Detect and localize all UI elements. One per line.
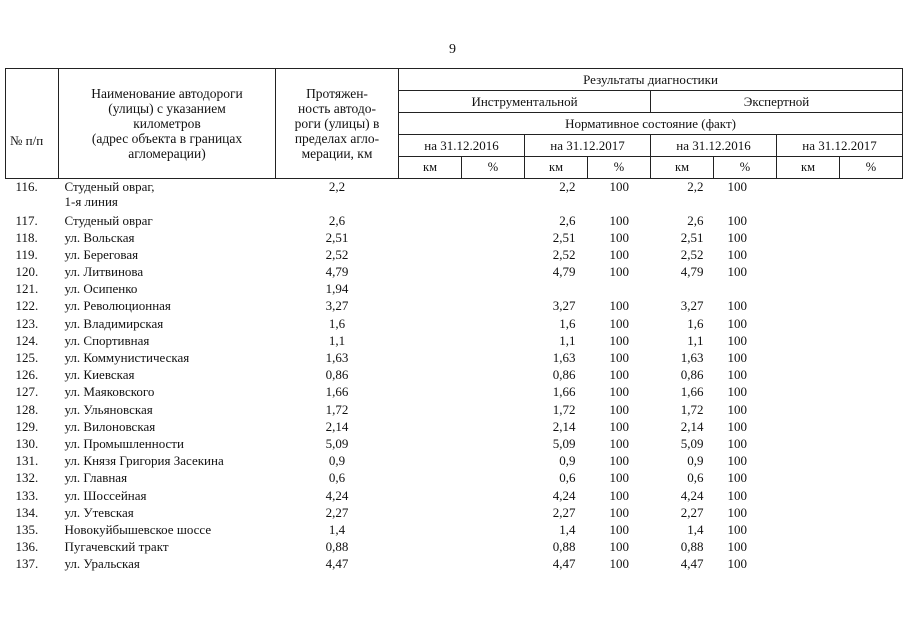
instr-2016-pct	[462, 213, 525, 230]
row-number: 131.	[15, 453, 39, 469]
instr-2017-km: 1,1	[559, 332, 576, 348]
expert-2016-pct: 100	[727, 350, 747, 365]
instr-2017-pct: 100	[609, 521, 629, 537]
instr-2017-km: 2,6	[559, 212, 576, 228]
road-name: ул. Шоссейная	[64, 487, 147, 503]
expert-2017-pct	[840, 556, 903, 573]
instr-2016-pct	[462, 402, 525, 419]
expert-2017-pct	[840, 230, 903, 247]
instr-2017-pct: 100	[609, 470, 629, 486]
header-results: Результаты диагностики	[399, 69, 903, 91]
header-date-exp-2017: на 31.12.2017	[777, 135, 903, 157]
instr-2016-pct	[462, 281, 525, 298]
table-row	[6, 419, 903, 436]
road-length: 2,52	[325, 246, 349, 262]
road-length: 2,6	[328, 212, 346, 228]
expert-2016-km: 5,09	[680, 435, 704, 451]
row-number: 118.	[15, 229, 38, 245]
expert-2017-pct	[840, 264, 903, 281]
expert-2016-km: 1,1	[687, 332, 704, 348]
road-length: 1,1	[328, 332, 346, 348]
road-length: 2,14	[325, 418, 349, 434]
diagnostics-table	[5, 68, 903, 573]
expert-2017-pct	[840, 316, 903, 333]
table-row	[6, 470, 903, 487]
instr-2016-km	[399, 247, 462, 264]
instr-2017-pct: 100	[609, 229, 629, 245]
expert-2017-km	[777, 298, 840, 315]
header-unit-pct: %	[588, 157, 651, 179]
expert-2017-km	[777, 213, 840, 230]
instr-2016-pct	[462, 316, 525, 333]
row-number: 129.	[15, 418, 39, 434]
table-row	[6, 333, 903, 350]
instr-2017-pct: 100	[609, 401, 629, 417]
road-length: 2,27	[325, 504, 349, 520]
header-unit-pct: %	[840, 157, 903, 179]
road-name: ул. Спортивная	[64, 332, 150, 348]
expert-2016-km: 1,72	[680, 401, 704, 417]
header-num: № п/п	[6, 69, 59, 179]
table-row	[6, 384, 903, 401]
instr-2016-pct	[462, 436, 525, 453]
instr-2016-km	[399, 333, 462, 350]
instr-2016-km	[399, 505, 462, 522]
header-length: Протяжен- ность автодо- роги (улицы) в пределах агло- мерации, км	[276, 69, 399, 179]
row-number: 123.	[15, 315, 39, 331]
instr-2017-pct: 100	[609, 246, 629, 262]
instr-2017-km: 3,27	[552, 298, 576, 314]
instr-2017-pct: 100	[609, 453, 629, 469]
road-name: Пугачевский тракт	[64, 539, 169, 555]
instr-2016-pct	[462, 505, 525, 522]
instr-2016-km	[399, 281, 462, 298]
expert-2016-km: 1,63	[680, 350, 704, 365]
expert-2017-km	[777, 419, 840, 436]
expert-2016-km: 0,88	[680, 539, 704, 555]
expert-2016-km: 2,14	[680, 418, 704, 434]
instr-2016-km	[399, 367, 462, 384]
expert-2016-km: 2,2	[687, 179, 704, 194]
expert-2016-km: 2,51	[680, 229, 704, 245]
road-name: ул. Главная	[64, 470, 128, 486]
expert-2017-km	[777, 316, 840, 333]
instr-2016-km	[399, 230, 462, 247]
instr-2016-pct	[462, 298, 525, 315]
road-length: 1,66	[325, 384, 349, 400]
road-length: 0,88	[325, 539, 349, 555]
expert-2017-km	[777, 488, 840, 505]
expert-2016-km: 1,4	[687, 521, 704, 537]
expert-2017-km	[777, 230, 840, 247]
instr-2017-pct	[588, 281, 651, 298]
road-name: ул. Революционная	[64, 298, 171, 314]
instr-2016-km	[399, 316, 462, 333]
header-expert: Экспертной	[651, 91, 903, 113]
expert-2016-pct: 100	[727, 521, 747, 537]
instr-2016-km	[399, 179, 462, 213]
expert-2017-pct	[840, 213, 903, 230]
road-name: ул. Вольская	[64, 229, 135, 245]
expert-2017-pct	[840, 453, 903, 470]
instr-2016-pct	[462, 350, 525, 367]
expert-2016-km: 4,79	[680, 264, 704, 280]
table-body	[6, 179, 903, 574]
expert-2016-pct: 100	[727, 435, 747, 451]
instr-2017-pct: 100	[609, 264, 629, 280]
instr-2016-pct	[462, 470, 525, 487]
instr-2016-km	[399, 539, 462, 556]
expert-2017-km	[777, 556, 840, 573]
table-row	[6, 488, 903, 505]
instr-2017-km: 1,6	[559, 315, 576, 331]
instr-2017-pct: 100	[609, 539, 629, 555]
expert-2017-km	[777, 470, 840, 487]
road-name: Студеный овраг, 1-я линия	[64, 179, 155, 209]
expert-2016-pct: 100	[727, 332, 747, 348]
header-unit-pct: %	[714, 157, 777, 179]
instr-2016-km	[399, 419, 462, 436]
road-length: 1,94	[325, 281, 349, 297]
instr-2017-pct: 100	[609, 556, 629, 572]
expert-2016-pct: 100	[727, 384, 747, 400]
row-number: 130.	[15, 435, 39, 451]
row-number: 125.	[15, 350, 39, 365]
instr-2016-pct	[462, 556, 525, 573]
expert-2016-pct: 100	[727, 453, 747, 469]
table-header	[6, 69, 903, 179]
table-row	[6, 179, 903, 213]
instr-2017-pct: 100	[609, 487, 629, 503]
instr-2017-km: 2,27	[552, 504, 576, 520]
expert-2017-km	[777, 350, 840, 367]
expert-2017-pct	[840, 367, 903, 384]
instr-2016-pct	[462, 419, 525, 436]
expert-2017-km	[777, 453, 840, 470]
instr-2017-pct: 100	[609, 384, 629, 400]
road-name: ул. Осипенко	[64, 281, 138, 297]
instr-2016-km	[399, 470, 462, 487]
expert-2016-pct: 100	[727, 418, 747, 434]
instr-2017-km: 1,72	[552, 401, 576, 417]
road-name: ул. Князя Григория Засекина	[64, 453, 224, 469]
expert-2016-pct: 100	[727, 367, 747, 383]
table-row	[6, 247, 903, 264]
expert-2017-km	[777, 505, 840, 522]
instr-2017-km	[525, 281, 588, 298]
table-row	[6, 453, 903, 470]
header-unit-km: км	[777, 157, 840, 179]
instr-2017-km: 1,63	[552, 350, 576, 365]
header-instrumental: Инструментальной	[399, 91, 651, 113]
expert-2016-pct: 100	[727, 470, 747, 486]
instr-2016-km	[399, 522, 462, 539]
expert-2017-pct	[840, 436, 903, 453]
expert-2017-pct	[840, 384, 903, 401]
header-date-instr-2017: на 31.12.2017	[525, 135, 651, 157]
road-name: Новокуйбышевское шоссе	[64, 521, 212, 537]
road-length: 2,2	[328, 179, 346, 194]
instr-2016-km	[399, 453, 462, 470]
instr-2017-pct: 100	[609, 418, 629, 434]
instr-2016-km	[399, 402, 462, 419]
row-number: 134.	[15, 504, 39, 520]
instr-2016-pct	[462, 179, 525, 213]
instr-2017-km: 4,24	[552, 487, 576, 503]
expert-2017-pct	[840, 470, 903, 487]
expert-2016-km: 2,6	[687, 212, 704, 228]
road-name: ул. Владимирская	[64, 315, 164, 331]
expert-2017-pct	[840, 402, 903, 419]
expert-2016-km	[651, 281, 714, 298]
instr-2017-km: 2,51	[552, 229, 576, 245]
road-length: 1,72	[325, 401, 349, 417]
road-name: Студеный овраг	[64, 212, 153, 228]
table-row	[6, 298, 903, 315]
expert-2016-pct: 100	[727, 401, 747, 417]
instr-2016-km	[399, 350, 462, 367]
expert-2017-pct	[840, 298, 903, 315]
table-row	[6, 539, 903, 556]
expert-2017-km	[777, 384, 840, 401]
road-name: ул. Ульяновская	[64, 401, 153, 417]
table-row	[6, 281, 903, 298]
row-number: 137.	[15, 556, 39, 572]
table-row	[6, 367, 903, 384]
instr-2017-pct: 100	[609, 179, 629, 194]
instr-2016-pct	[462, 488, 525, 505]
expert-2016-pct: 100	[727, 229, 747, 245]
instr-2017-km: 0,86	[552, 367, 576, 383]
expert-2016-km: 1,66	[680, 384, 704, 400]
instr-2017-km: 2,14	[552, 418, 576, 434]
row-number: 126.	[15, 367, 39, 383]
expert-2016-pct: 100	[727, 179, 747, 194]
instr-2016-pct	[462, 367, 525, 384]
row-number: 136.	[15, 539, 39, 555]
expert-2017-pct	[840, 488, 903, 505]
expert-2016-pct	[714, 281, 777, 298]
expert-2017-pct	[840, 419, 903, 436]
instr-2017-pct: 100	[609, 332, 629, 348]
expert-2016-km: 0,9	[687, 453, 704, 469]
row-number: 128.	[15, 401, 39, 417]
expert-2016-km: 0,6	[687, 470, 704, 486]
expert-2017-pct	[840, 522, 903, 539]
table-row	[6, 316, 903, 333]
expert-2017-pct	[840, 179, 903, 213]
expert-2017-km	[777, 522, 840, 539]
table-row	[6, 230, 903, 247]
row-number: 119.	[15, 246, 38, 262]
road-length: 1,63	[325, 350, 349, 365]
instr-2016-km	[399, 556, 462, 573]
table-row	[6, 213, 903, 230]
instr-2016-pct	[462, 384, 525, 401]
road-name: ул. Литвинова	[64, 264, 144, 280]
header-date-instr-2016: на 31.12.2016	[399, 135, 525, 157]
expert-2017-pct	[840, 333, 903, 350]
instr-2017-km: 0,9	[559, 453, 576, 469]
expert-2016-km: 0,86	[680, 367, 704, 383]
road-length: 2,51	[325, 229, 349, 245]
row-number: 120.	[15, 264, 39, 280]
road-name: ул. Вилоновская	[64, 418, 156, 434]
instr-2017-km: 2,2	[559, 179, 576, 194]
header-unit-km: км	[651, 157, 714, 179]
instr-2017-pct: 100	[609, 504, 629, 520]
expert-2017-pct	[840, 539, 903, 556]
expert-2016-km: 4,24	[680, 487, 704, 503]
header-name: Наименование автодороги (улицы) с указанием километров (адрес объекта в границах агломерации)	[59, 69, 276, 179]
header-normative: Нормативное состояние (факт)	[399, 113, 903, 135]
road-length: 0,86	[325, 367, 349, 383]
road-length: 5,09	[325, 435, 349, 451]
road-length: 4,79	[325, 264, 349, 280]
expert-2016-pct: 100	[727, 246, 747, 262]
instr-2016-pct	[462, 539, 525, 556]
row-number: 135.	[15, 521, 39, 537]
expert-2016-km: 2,27	[680, 504, 704, 520]
road-name: ул. Коммунистическая	[64, 350, 190, 365]
instr-2016-km	[399, 488, 462, 505]
row-number: 124.	[15, 332, 39, 348]
expert-2016-pct: 100	[727, 504, 747, 520]
table-row	[6, 436, 903, 453]
instr-2016-pct	[462, 247, 525, 264]
instr-2017-pct: 100	[609, 435, 629, 451]
instr-2016-pct	[462, 264, 525, 281]
expert-2017-pct	[840, 350, 903, 367]
header-unit-pct: %	[462, 157, 525, 179]
expert-2017-km	[777, 539, 840, 556]
road-length: 4,24	[325, 487, 349, 503]
road-length: 1,4	[328, 521, 346, 537]
instr-2017-pct: 100	[609, 298, 629, 314]
instr-2017-km: 4,79	[552, 264, 576, 280]
instr-2016-pct	[462, 333, 525, 350]
table-row	[6, 402, 903, 419]
expert-2016-pct: 100	[727, 487, 747, 503]
expert-2017-km	[777, 264, 840, 281]
expert-2016-km: 2,52	[680, 246, 704, 262]
table-row	[6, 350, 903, 367]
table-row	[6, 264, 903, 281]
instr-2017-km: 1,4	[559, 521, 576, 537]
instr-2017-km: 0,88	[552, 539, 576, 555]
expert-2017-km	[777, 179, 840, 213]
table-row	[6, 505, 903, 522]
expert-2016-pct: 100	[727, 556, 747, 572]
expert-2017-km	[777, 247, 840, 264]
expert-2016-pct: 100	[727, 298, 747, 314]
expert-2016-pct: 100	[727, 315, 747, 331]
instr-2017-pct: 100	[609, 315, 629, 331]
expert-2017-pct	[840, 247, 903, 264]
instr-2017-km: 2,52	[552, 246, 576, 262]
expert-2016-km: 4,47	[680, 556, 704, 572]
expert-2017-pct	[840, 281, 903, 298]
instr-2017-km: 0,6	[559, 470, 576, 486]
instr-2016-pct	[462, 230, 525, 247]
instr-2016-km	[399, 298, 462, 315]
row-number: 121.	[15, 281, 39, 297]
row-number: 116.	[15, 179, 38, 194]
instr-2017-pct: 100	[609, 367, 629, 383]
expert-2017-km	[777, 436, 840, 453]
road-length: 0,6	[328, 470, 346, 486]
road-name: ул. Киевская	[64, 367, 135, 383]
page-number: 9	[449, 42, 456, 57]
header-unit-km: км	[399, 157, 462, 179]
instr-2016-km	[399, 213, 462, 230]
road-length: 1,6	[328, 315, 346, 331]
row-number: 133.	[15, 487, 39, 503]
expert-2017-km	[777, 367, 840, 384]
instr-2016-pct	[462, 453, 525, 470]
expert-2016-km: 3,27	[680, 298, 704, 314]
expert-2017-km	[777, 281, 840, 298]
road-length: 3,27	[325, 298, 349, 314]
road-name: ул. Утевская	[64, 504, 134, 520]
row-number: 117.	[15, 212, 38, 228]
expert-2017-km	[777, 402, 840, 419]
instr-2016-pct	[462, 522, 525, 539]
row-number: 127.	[15, 384, 39, 400]
header-date-exp-2016: на 31.12.2016	[651, 135, 777, 157]
table-row	[6, 556, 903, 573]
row-number: 122.	[15, 298, 39, 314]
road-length: 0,9	[328, 453, 346, 469]
expert-2017-km	[777, 333, 840, 350]
expert-2016-km: 1,6	[687, 315, 704, 331]
road-name: ул. Береговая	[64, 246, 139, 262]
road-length: 4,47	[325, 556, 349, 572]
road-name: ул. Маяковского	[64, 384, 155, 400]
expert-2016-pct: 100	[727, 212, 747, 228]
instr-2017-km: 4,47	[552, 556, 576, 572]
expert-2016-pct: 100	[727, 264, 747, 280]
instr-2017-km: 1,66	[552, 384, 576, 400]
road-name: ул. Уральская	[64, 556, 140, 572]
instr-2016-km	[399, 436, 462, 453]
table-row	[6, 522, 903, 539]
instr-2017-km: 5,09	[552, 435, 576, 451]
road-name: ул. Промышленности	[64, 435, 184, 451]
header-unit-km: км	[525, 157, 588, 179]
instr-2016-km	[399, 264, 462, 281]
expert-2016-pct: 100	[727, 539, 747, 555]
instr-2016-km	[399, 384, 462, 401]
expert-2017-pct	[840, 505, 903, 522]
instr-2017-pct: 100	[609, 212, 629, 228]
row-number: 132.	[15, 470, 39, 486]
instr-2017-pct: 100	[609, 350, 629, 365]
